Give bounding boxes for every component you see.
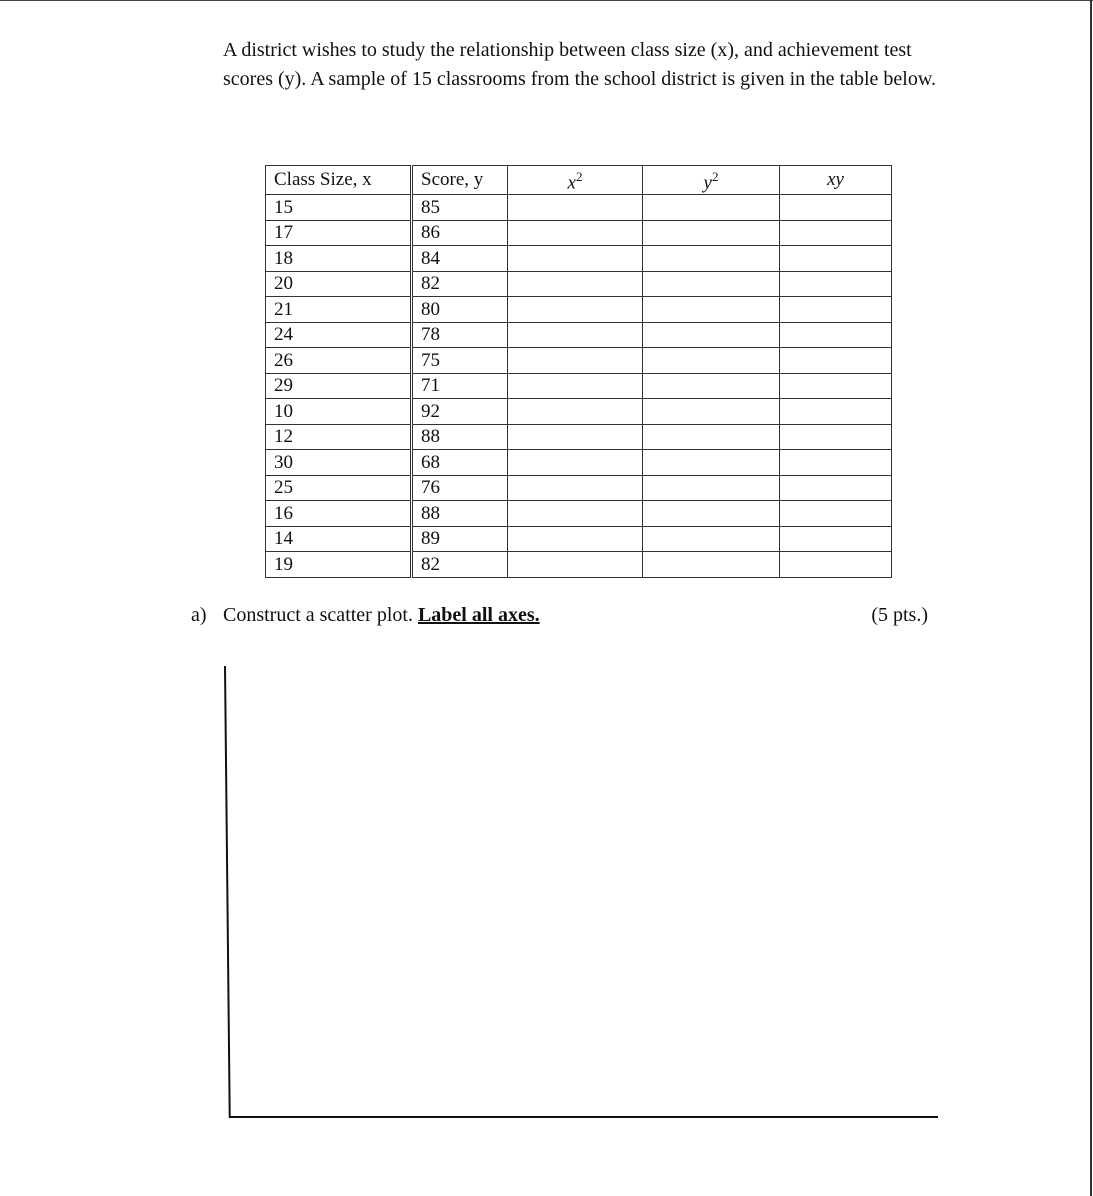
table-row [266, 322, 892, 348]
y-squared-cell [643, 220, 780, 246]
y-squared-cell [643, 424, 780, 450]
y-squared-cell [643, 373, 780, 399]
table-header-row [266, 166, 892, 195]
header-y-squared [643, 166, 780, 195]
x-squared-cell [508, 271, 643, 297]
y-squared-cell [643, 552, 780, 578]
score-cell: 84 [412, 246, 508, 272]
question-a-instruction: Construct a scatter plot. [223, 604, 413, 626]
xy-cell [780, 195, 892, 221]
y-squared-cell [643, 501, 780, 527]
score-cell: 82 [412, 271, 508, 297]
table-row [266, 348, 892, 374]
class-size-cell: 16 [266, 501, 412, 527]
class-size-cell: 24 [266, 322, 412, 348]
score-cell: 86 [412, 220, 508, 246]
xy-cell [780, 424, 892, 450]
xy-cell [780, 501, 892, 527]
score-cell: 76 [412, 475, 508, 501]
xy-cell [780, 450, 892, 476]
problem-intro: A district wishes to study the relationship between class size (x), and achievement test scores (y). A sample of 15 classrooms from the school district is given in the table below. [223, 39, 937, 90]
question-a-points: (5 pts.) [871, 604, 928, 626]
x-squared-cell [508, 373, 643, 399]
class-size-cell: 21 [266, 297, 412, 323]
x-squared-cell [508, 475, 643, 501]
score-cell: 75 [412, 348, 508, 374]
score-cell: 68 [412, 450, 508, 476]
x-squared-cell [508, 348, 643, 374]
y-squared-cell [643, 246, 780, 272]
class-size-cell: 20 [266, 271, 412, 297]
score-cell: 82 [412, 552, 508, 578]
score-cell: 89 [412, 526, 508, 552]
table-row [266, 424, 892, 450]
header-score: Score, y [412, 166, 508, 195]
table-row [266, 552, 892, 578]
header-xy: xy [780, 166, 892, 195]
table-row [266, 526, 892, 552]
table-row [266, 246, 892, 272]
xy-cell [780, 373, 892, 399]
y-squared-cell [643, 526, 780, 552]
table-row [266, 450, 892, 476]
xy-cell [780, 220, 892, 246]
x-squared-cell [508, 220, 643, 246]
y-squared-cell [643, 322, 780, 348]
table-row [266, 501, 892, 527]
x-squared-cell [508, 450, 643, 476]
x-squared-cell [508, 399, 643, 425]
class-size-cell: 10 [266, 399, 412, 425]
class-size-cell: 25 [266, 475, 412, 501]
table-row [266, 220, 892, 246]
score-cell: 71 [412, 373, 508, 399]
y-squared-cell [643, 195, 780, 221]
x-squared-cell [508, 501, 643, 527]
xy-cell [780, 475, 892, 501]
class-size-cell: 14 [266, 526, 412, 552]
table-row [266, 297, 892, 323]
xy-cell [780, 552, 892, 578]
y-squared-cell [643, 450, 780, 476]
class-size-cell: 19 [266, 552, 412, 578]
class-size-cell: 18 [266, 246, 412, 272]
header-class-size: Class Size, x [266, 166, 412, 195]
class-size-cell: 12 [266, 424, 412, 450]
y-squared-cell [643, 297, 780, 323]
xy-cell [780, 297, 892, 323]
class-size-cell: 29 [266, 373, 412, 399]
x-squared-cell [508, 424, 643, 450]
y-squared-cell [643, 348, 780, 374]
page-top-border [0, 0, 1093, 1]
class-size-cell: 30 [266, 450, 412, 476]
x-squared-cell [508, 526, 643, 552]
x-squared-cell [508, 322, 643, 348]
score-cell: 88 [412, 501, 508, 527]
x-squared-cell [508, 297, 643, 323]
data-table [265, 165, 892, 578]
header-y-exponent: 2 [711, 169, 719, 184]
y-squared-cell [643, 475, 780, 501]
score-cell: 78 [412, 322, 508, 348]
score-cell: 92 [412, 399, 508, 425]
score-cell: 80 [412, 297, 508, 323]
table-row [266, 475, 892, 501]
class-size-cell: 17 [266, 220, 412, 246]
xy-cell [780, 246, 892, 272]
score-cell: 88 [412, 424, 508, 450]
table-row [266, 399, 892, 425]
table-row [266, 373, 892, 399]
x-squared-cell [508, 552, 643, 578]
table-row [266, 271, 892, 297]
question-a-text [223, 602, 540, 628]
question-a-emphasis: Label all axes. [417, 604, 540, 626]
xy-cell [780, 348, 892, 374]
score-cell: 85 [412, 195, 508, 221]
x-squared-cell [508, 195, 643, 221]
xy-cell [780, 322, 892, 348]
class-size-cell: 15 [266, 195, 412, 221]
x-squared-cell [508, 246, 643, 272]
header-y-var: y [703, 172, 712, 194]
page-right-border [1090, 0, 1092, 1196]
xy-cell [780, 271, 892, 297]
y-squared-cell [643, 399, 780, 425]
plot-y-axis [224, 666, 230, 1118]
xy-cell [780, 399, 892, 425]
question-a-label: a) [191, 604, 207, 626]
plot-x-axis [230, 1116, 938, 1118]
y-squared-cell [643, 271, 780, 297]
table-row [266, 195, 892, 221]
class-size-cell: 26 [266, 348, 412, 374]
header-x-exponent: 2 [575, 169, 583, 184]
header-x-squared [508, 166, 643, 195]
header-x-var: x [567, 172, 576, 194]
xy-cell [780, 526, 892, 552]
